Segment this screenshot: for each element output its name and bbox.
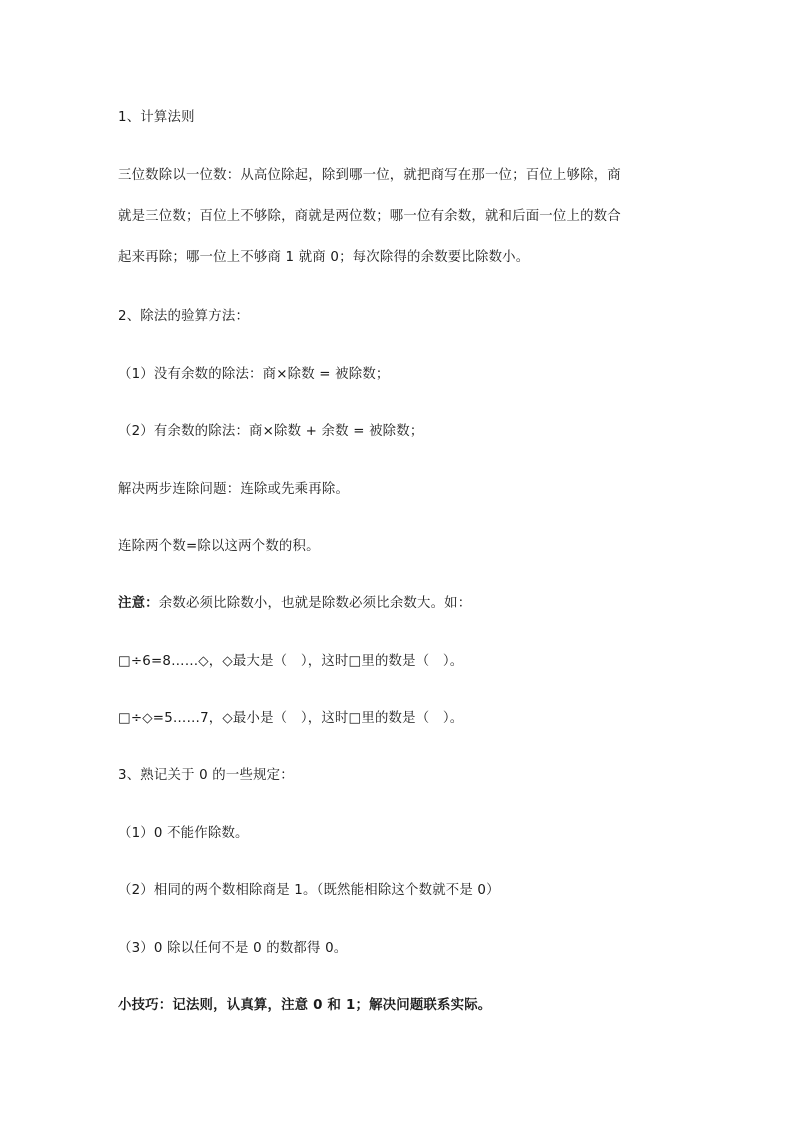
note-label: 注意： <box>118 596 159 611</box>
example-1: □÷6=8……◇，◇最大是（ ），这时□里的数是（ ）。 <box>118 654 464 669</box>
section-3-item-2: （2）相同的两个数相除商是 1。（既然能相除这个数就不是 0） <box>118 883 500 898</box>
section-2-heading: 2、除法的验算方法： <box>118 309 250 324</box>
note-text: 余数必须比除数小，也就是除数必须比余数大。如： <box>158 596 472 611</box>
paragraph-line: 就是三位数；百位上不够除，商就是两位数；哪一位有余数，就和后面一位上的数合 <box>118 209 621 224</box>
section-1-heading: 1、计算法则 <box>118 110 195 125</box>
two-step-division-note: 解决两步连除问题：连除或先乘再除。 <box>118 482 350 497</box>
section-2-item-1: （1）没有余数的除法：商×除数 = 被除数； <box>118 367 390 382</box>
example-2: □÷◇=5……7，◇最小是（ ），这时□里的数是（ ）。 <box>118 711 464 726</box>
paragraph-line: 三位数除以一位数：从高位除起，除到哪一位，就把商写在那一位；百位上够除，商 <box>118 168 621 183</box>
note-line <box>118 594 680 614</box>
section-3-item-1: （1）0 不能作除数。 <box>118 826 249 841</box>
tip-line: 小技巧：记法则，认真算，注意 0 和 1；解决问题联系实际。 <box>118 998 492 1013</box>
section-2-item-2: （2）有余数的除法：商×除数 + 余数 = 被除数； <box>118 424 424 439</box>
consecutive-division-rule: 连除两个数=除以这两个数的积。 <box>118 539 320 554</box>
paragraph-line: 起来再除；哪一位上不够商 1 就商 0；每次除得的余数要比除数小。 <box>118 250 530 265</box>
section-1-paragraph <box>118 166 680 268</box>
section-3-item-3: （3）0 除以任何不是 0 的数都得 0。 <box>118 941 348 956</box>
section-3-heading: 3、熟记关于 0 的一些规定： <box>118 768 294 783</box>
